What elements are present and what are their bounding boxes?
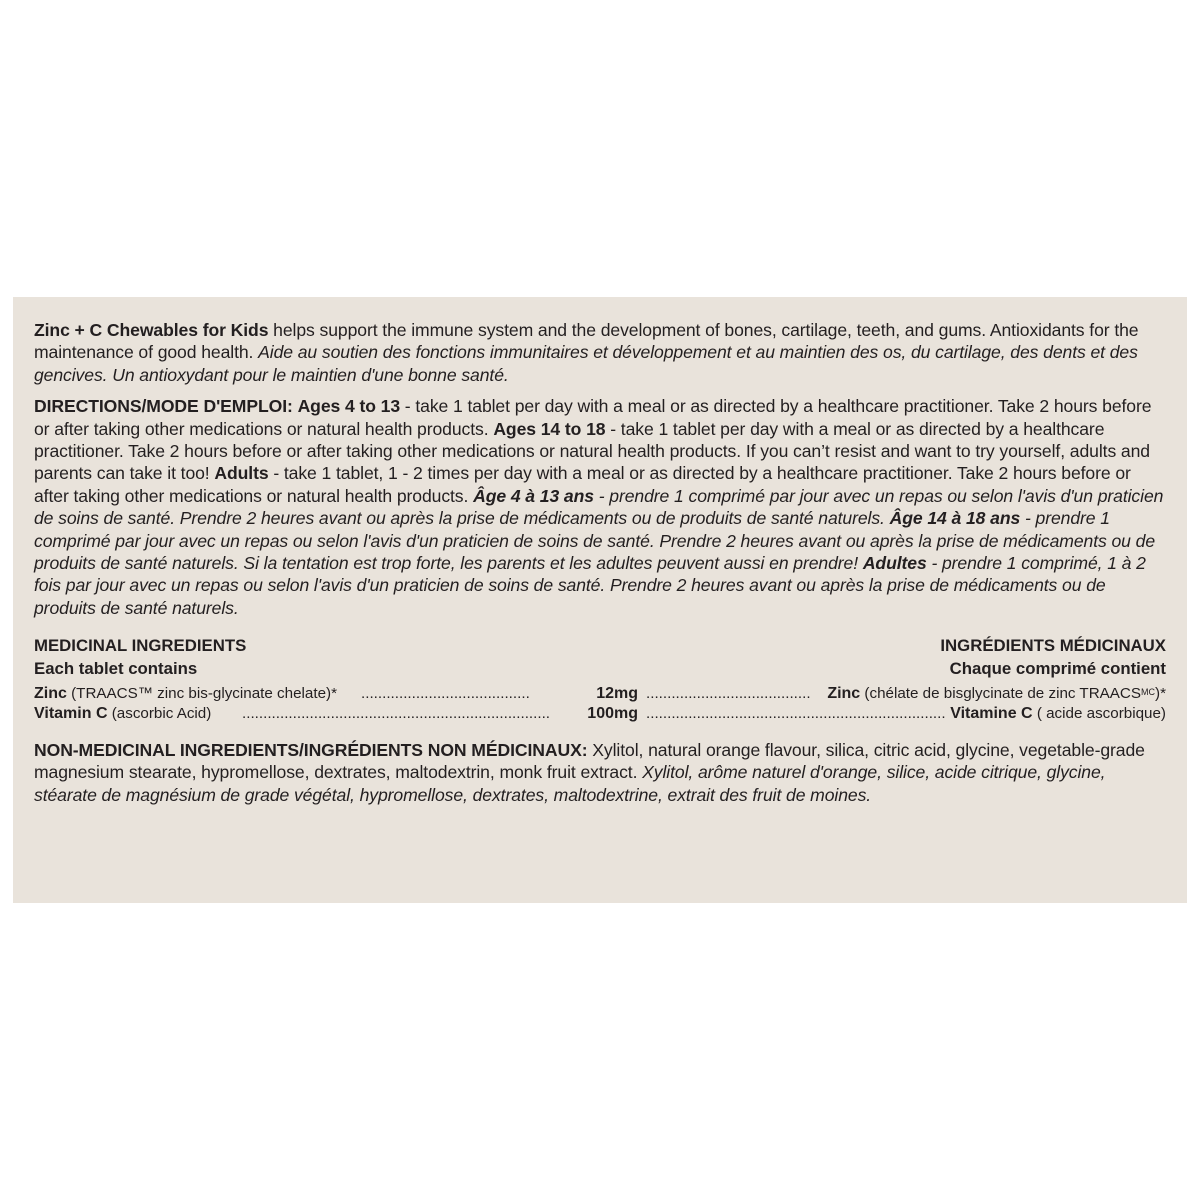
ingredient-vitamin-c-fr: [950, 704, 1166, 724]
directions-heading: DIRECTIONS/MODE D'EMPLOI:: [34, 396, 293, 417]
directions-ages-14-18-label: Ages 14 to 18: [493, 418, 606, 439]
directions-ages-14-18-text: - take 1 tablet per day with a meal or as directed by a healthcare practitioner. Take 2 hours before or after taking other medications or natural health products. If you can’t resist and want to try yourself, adults and parents can take it too!: [34, 418, 1150, 484]
directions-ages-4-13-text: - take 1 tablet per day with a meal or as directed by a healthcare practitioner. Take 2 hours before or after taking other medications or natural health products.: [34, 396, 1152, 439]
leader-dots: ........................................: [361, 685, 530, 703]
description-english: helps support the immune system and the development of bones, cartilage, teeth, and gums. Antioxidants for the maintenance of good health.: [34, 320, 1139, 363]
directions-fr-age-4-13-label: Âge 4 à 13 ans: [473, 485, 594, 506]
directions-ages-4-13-label: Ages 4 to 13: [297, 396, 401, 417]
directions-adults-text: - take 1 tablet, 1 - 2 times per day with a meal or as directed by a healthcare practitioner. Take 2 hours before or after taking other medications or natural health products.: [34, 463, 1131, 506]
ingredient-vitamin-c-name-fr: Vitamine C: [950, 705, 1033, 723]
directions-fr-age-4-13-text: - prendre 1 comprimé par jour avec un repas ou selon l'avis d'un praticien de soins de santé. Prendre 2 heures avant ou après la prise de médicaments ou de produits de santé naturels.: [34, 485, 1164, 529]
directions-section: [34, 395, 1166, 619]
medicinal-ingredients-heading: [34, 635, 1166, 657]
ingredient-vitamin-c-name-en: Vitamin C: [34, 705, 108, 723]
ingredient-zinc-amount: 12mg: [596, 685, 638, 703]
directions-fr-adults-label: Adultes: [862, 553, 927, 574]
non-medicinal-heading: NON-MEDICINAL INGREDIENTS/INGRÉDIENTS NON MÉDICINAUX:: [34, 740, 588, 761]
ingredient-zinc-detail-en: (TRAACS™ zinc bis-glycinate chelate)*: [66, 685, 337, 703]
directions-adults-label: Adults: [214, 463, 269, 484]
ingredient-row-zinc: [34, 684, 1166, 704]
ingredient-vitamin-c-detail-fr: ( acide ascorbique): [1032, 705, 1166, 723]
non-medicinal-english: Xylitol, natural orange flavour, silica, citric acid, glycine, vegetable-grade magnesium stearate, hypromellose, dextrates, maltodextrin, monk fruit extract.: [34, 740, 1145, 783]
ingredient-vitamin-c-amount: 100mg: [587, 705, 638, 723]
ingredient-zinc-detail-fr-end: )*: [1155, 685, 1166, 703]
medicinal-ingredients-subheading: [34, 658, 1166, 680]
medicinal-heading-en: MEDICINAL INGREDIENTS: [34, 636, 247, 656]
directions-fr-adults-text: - prendre 1 comprimé, 1 à 2 fois par jour avec un repas ou selon l'avis d'un praticien de soins de santé. Prendre 2 heures avant ou après la prise de médicaments ou de produits de santé naturels.: [34, 553, 1146, 618]
ingredient-vitamin-c-detail-en: (ascorbic Acid): [107, 705, 212, 723]
medicinal-sub-fr: Chaque comprimé contient: [949, 658, 1166, 678]
medicinal-sub-en: Each tablet contains: [34, 658, 198, 678]
non-medicinal-ingredients: [34, 739, 1166, 806]
ingredient-zinc-name-fr: Zinc: [827, 685, 861, 703]
ingredient-zinc-name-en: Zinc: [34, 685, 67, 703]
directions-fr-age-14-18-label: Âge 14 à 18 ans: [889, 508, 1021, 529]
directions-fr-age-14-18-text: - prendre 1 comprimé par jour avec un repas ou selon l'avis d'un praticien de soins de santé. Prendre 2 heures avant ou après la prise de médicaments ou de produits de santé naturels. Si la tentation est trop forte, les parents et les adultes peuvent aussi en prendre!: [34, 508, 1156, 574]
description-french: Aide au soutien des fonctions immunitaires et développement et au maintien des os, du cartilage, des dents et des gencives. Un antioxydant pour le maintien d'une bonne santé.: [34, 342, 1138, 385]
product-description: [34, 319, 1166, 386]
medicinal-heading-fr: INGRÉDIENTS MÉDICINAUX: [940, 636, 1166, 656]
leader-dots: .........................................................................: [242, 705, 551, 723]
product-name: Zinc + C Chewables for Kids: [34, 320, 269, 340]
leader-dots: .......................................: [646, 685, 811, 703]
product-label-panel: [13, 297, 1187, 903]
leader-dots: .......................................................................: [646, 705, 946, 723]
ingredient-zinc-detail-fr: (chélate de bisglycinate de zinc TRAACS: [860, 685, 1142, 703]
ingredient-zinc-fr: [827, 684, 1166, 704]
ingredient-zinc-detail-fr-sup: MC: [1141, 687, 1156, 698]
ingredient-row-vitamin-c: [34, 704, 1166, 724]
non-medicinal-french: Xylitol, arôme naturel d'orange, silice, acide citrique, glycine, stéarate de magnésium de grade végétal, hypromellose, dextrates, maltodextrine, extrait des fruit de moines.: [34, 762, 1106, 805]
